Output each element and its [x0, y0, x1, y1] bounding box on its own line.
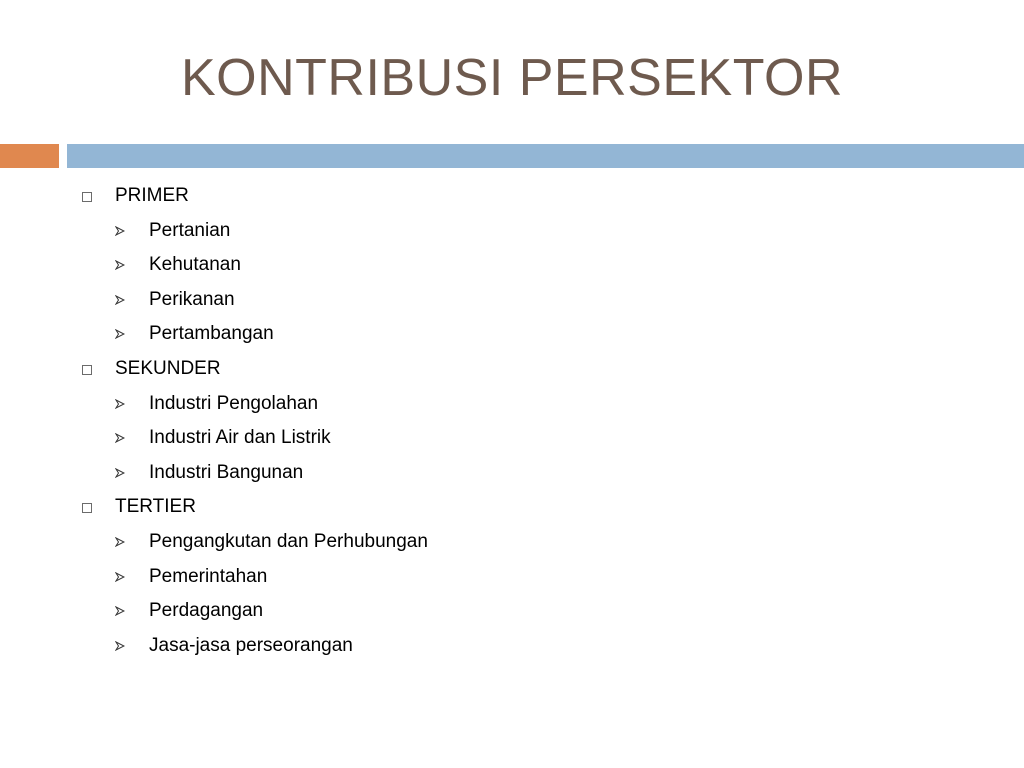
list-item — [80, 564, 980, 599]
section-sekunder — [80, 356, 980, 391]
square-bullet-icon — [82, 192, 92, 202]
item-label: Pengangkutan dan Perhubungan — [149, 530, 428, 552]
list-item — [80, 529, 980, 564]
list-item — [80, 321, 980, 356]
list-item — [80, 460, 980, 495]
arrowhead-bullet-icon — [115, 641, 125, 651]
list-item — [80, 252, 980, 287]
square-bullet-icon — [82, 503, 92, 513]
arrowhead-bullet-icon — [115, 260, 125, 270]
arrowhead-bullet-icon — [115, 537, 125, 547]
arrowhead-bullet-icon — [115, 329, 125, 339]
accent-bar-orange — [0, 144, 59, 168]
arrowhead-bullet-icon — [115, 606, 125, 616]
accent-bar-blue — [67, 144, 1024, 168]
item-label: Industri Air dan Listrik — [149, 427, 331, 449]
section-tertier — [80, 494, 980, 529]
bullet-list — [80, 183, 980, 667]
arrowhead-bullet-icon — [115, 399, 125, 409]
item-label: Perikanan — [149, 288, 235, 310]
list-item — [80, 633, 980, 668]
section-label: SEKUNDER — [115, 357, 221, 379]
item-label: Jasa-jasa perseorangan — [149, 634, 353, 656]
item-label: Kehutanan — [149, 254, 241, 276]
item-label: Industri Bangunan — [149, 461, 304, 483]
list-item — [80, 598, 980, 633]
item-label: Industri Pengolahan — [149, 392, 319, 414]
slide-title: KONTRIBUSI PERSEKTOR — [180, 49, 844, 107]
section-primer — [80, 183, 980, 218]
arrowhead-bullet-icon — [115, 433, 125, 443]
list-item — [80, 391, 980, 426]
item-label: Pertanian — [149, 219, 231, 241]
arrowhead-bullet-icon — [115, 572, 125, 582]
section-label: PRIMER — [115, 185, 189, 206]
square-bullet-icon — [82, 365, 92, 375]
arrowhead-bullet-icon — [115, 295, 125, 305]
list-item — [80, 287, 980, 322]
list-item — [80, 425, 980, 460]
item-label: Pertambangan — [149, 323, 274, 345]
item-label: Perdagangan — [149, 600, 264, 622]
item-label: Pemerintahan — [149, 565, 268, 587]
arrowhead-bullet-icon — [115, 468, 125, 478]
list-item — [80, 218, 980, 253]
section-label: TERTIER — [115, 496, 196, 518]
arrowhead-bullet-icon — [115, 226, 125, 236]
